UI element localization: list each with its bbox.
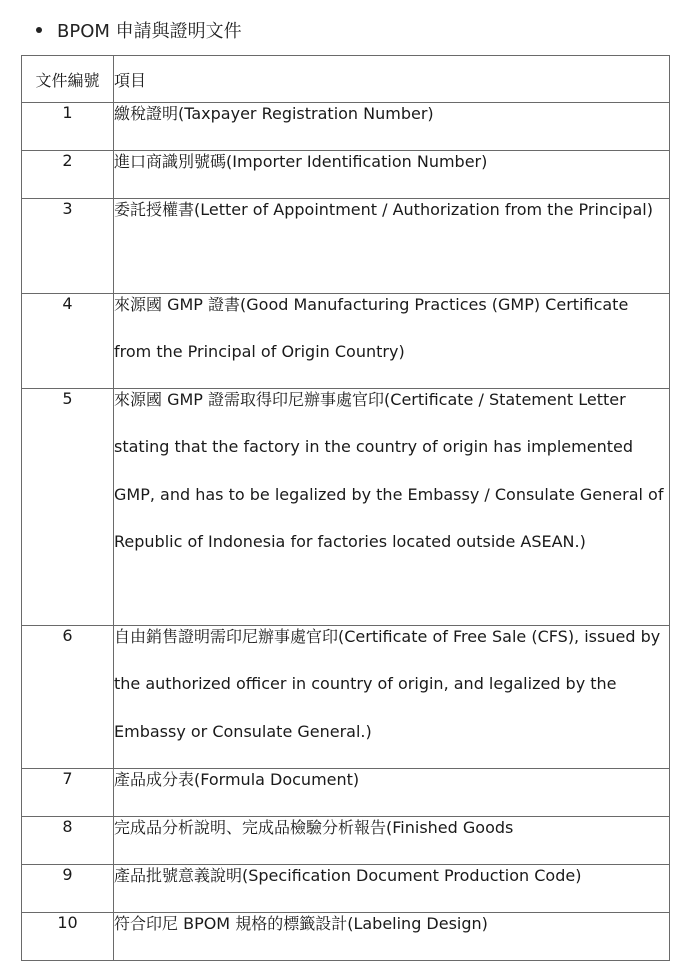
- row-item-text: 符合印尼 BPOM 規格的標籤設計(Labeling Design): [114, 914, 488, 933]
- row-number: 3: [22, 199, 114, 294]
- section-heading: [32, 14, 242, 46]
- table-row: [22, 199, 670, 294]
- row-number: 5: [22, 389, 114, 626]
- row-item: [114, 294, 670, 389]
- documents-table: [21, 55, 670, 961]
- row-number: 1: [22, 103, 114, 151]
- row-item-text: 繳稅證明(Taxpayer Registration Number): [114, 104, 434, 123]
- row-item-text: 產品成分表(Formula Document): [114, 770, 360, 789]
- row-item-text: 來源國 GMP 證書(Good Manufacturing Practices (GMP) Certificate from the Principal of Origin Country): [114, 295, 629, 362]
- row-item-text: 進口商識別號碼(Importer Identification Number): [114, 152, 488, 171]
- row-number: 8: [22, 817, 114, 865]
- row-number: 7: [22, 769, 114, 817]
- table-row: [22, 294, 670, 389]
- bullet-icon: [36, 27, 42, 33]
- row-number: 2: [22, 151, 114, 199]
- row-item-text: 來源國 GMP 證需取得印尼辦事處官印(Certificate / Statement Letter stating that the factory in the country of origin has implemented GMP, and has to be legalized by the Embassy / Consulate General of Republic of Indonesia for factories located outside ASEAN.): [114, 390, 664, 552]
- row-item: [114, 626, 670, 769]
- row-item: [114, 199, 670, 294]
- header-item: 項目: [114, 56, 670, 103]
- row-number: 9: [22, 865, 114, 913]
- section-heading-text: BPOM 申請與證明文件: [57, 21, 242, 42]
- table-row: [22, 389, 670, 626]
- row-item-text: 委託授權書(Letter of Appointment / Authorization from the Principal): [114, 200, 653, 219]
- table-row: [22, 626, 670, 769]
- row-item: [114, 913, 670, 961]
- row-item-text: 自由銷售證明需印尼辦事處官印(Certificate of Free Sale (CFS), issued by the authorized officer in country of origin, and legalized by the Embassy or Consulate General.): [114, 627, 661, 741]
- row-item-text: 完成品分析說明、完成品檢驗分析報告(Finished Goods: [114, 818, 514, 837]
- row-number: 4: [22, 294, 114, 389]
- row-item-text: 產品批號意義說明(Specification Document Production Code): [114, 866, 582, 885]
- row-number: 10: [22, 913, 114, 961]
- table-row: [22, 913, 670, 961]
- header-document-number: 文件編號: [22, 56, 114, 103]
- row-number: 6: [22, 626, 114, 769]
- row-item: [114, 389, 670, 626]
